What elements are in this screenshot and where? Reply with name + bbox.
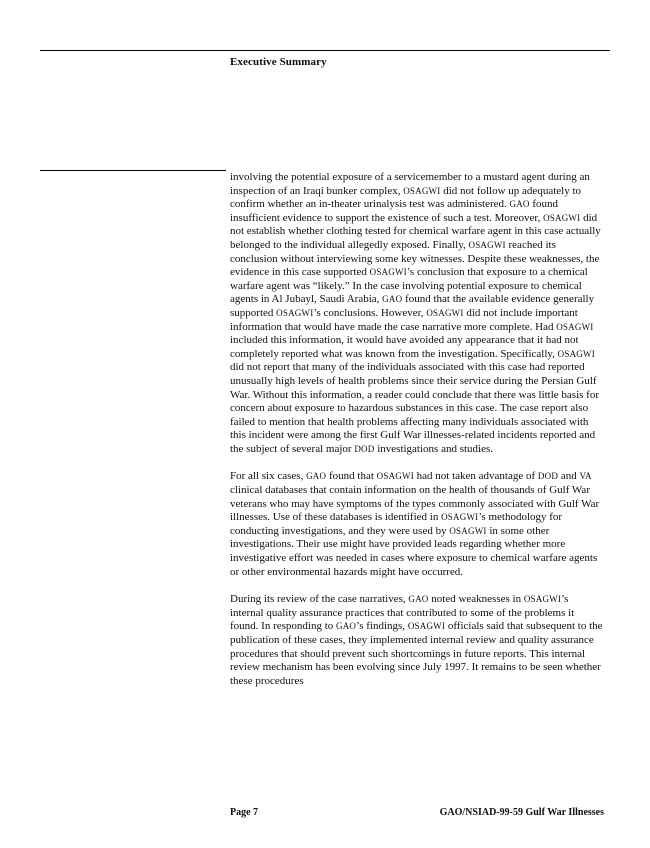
running-head-title: Executive Summary bbox=[230, 56, 327, 68]
paragraph: For all six cases, GAO found that OSAGWI had not taken advantage of DOD and VA clinical databases that contain information on the health of thousands of Gulf War veterans who may have symptoms of the types commonly associated with Gulf War illnesses. Use of these databases is identified in OSAGWI’s methodology for conducting investigations, and they were used by OSAGWI in some other investigations. Their use might have provided leads regarding whether more investigative effort was needed in cases where exposure to chemical warfare agents or other environmental hazards might have occurred. bbox=[230, 470, 600, 578]
footer-page-number: Page 7 bbox=[230, 807, 259, 818]
section-rule bbox=[40, 170, 226, 171]
footer-report-id: GAO/NSIAD-99-59 Gulf War Illnesses bbox=[439, 807, 604, 818]
page-footer bbox=[230, 807, 604, 818]
paragraph: During its review of the case narratives, GAO noted weaknesses in OSAGWI’s internal quality assurance practices that contributed to some of the problems it found. In responding to GAO’s findings, OSAGWI officials said that subsequent to the publication of these cases, they implemented internal review and quality assurance procedures that should prevent such shortcomings in future reports. This internal review mechanism has been evolving since July 1997. It remains to be seen whether these procedures bbox=[230, 593, 603, 687]
body-text-column bbox=[230, 171, 604, 702]
paragraph: involving the potential exposure of a servicemember to a mustard agent during an inspection of an Iraqi bunker complex, OSAGWI did not follow up adequately to confirm whether an in-theater urinalysis test was administered. GAO found insufficient evidence to support the existence of such a test. Moreover, OSAGWI did not establish whether clothing tested for chemical warfare agent in this case actually belonged to the individual allegedly exposed. Finally, OSAGWI reached its conclusion without interviewing some key witnesses. Despite these weaknesses, the evidence in this case supported OSAGWI’s conclusion that exposure to a chemical warfare agent was “likely.” In the case involving potential exposure to chemical agents in Al Jubayl, Saudi Arabia, GAO found that the available evidence generally supported OSAGWI’s conclusions. However, OSAGWI did not include important information that would have made the case narrative more complete. Had OSAGWI included this information, it would have avoided any appearance that it had not completely reported what was known from the investigation. Specifically, OSAGWI did not report that many of the individuals associated with this case had reported unusually high levels of health problems since their service during the Persian Gulf War. Without this information, a reader could conclude that there was little basis for concern about exposure to hazardous substances in this case. The case report also failed to mention that health problems affecting many individuals associated with this incident were among the first Gulf War illnesses-related incidents reported and the subject of several major DOD investigations and studies. bbox=[230, 171, 601, 455]
top-rule bbox=[40, 50, 610, 51]
